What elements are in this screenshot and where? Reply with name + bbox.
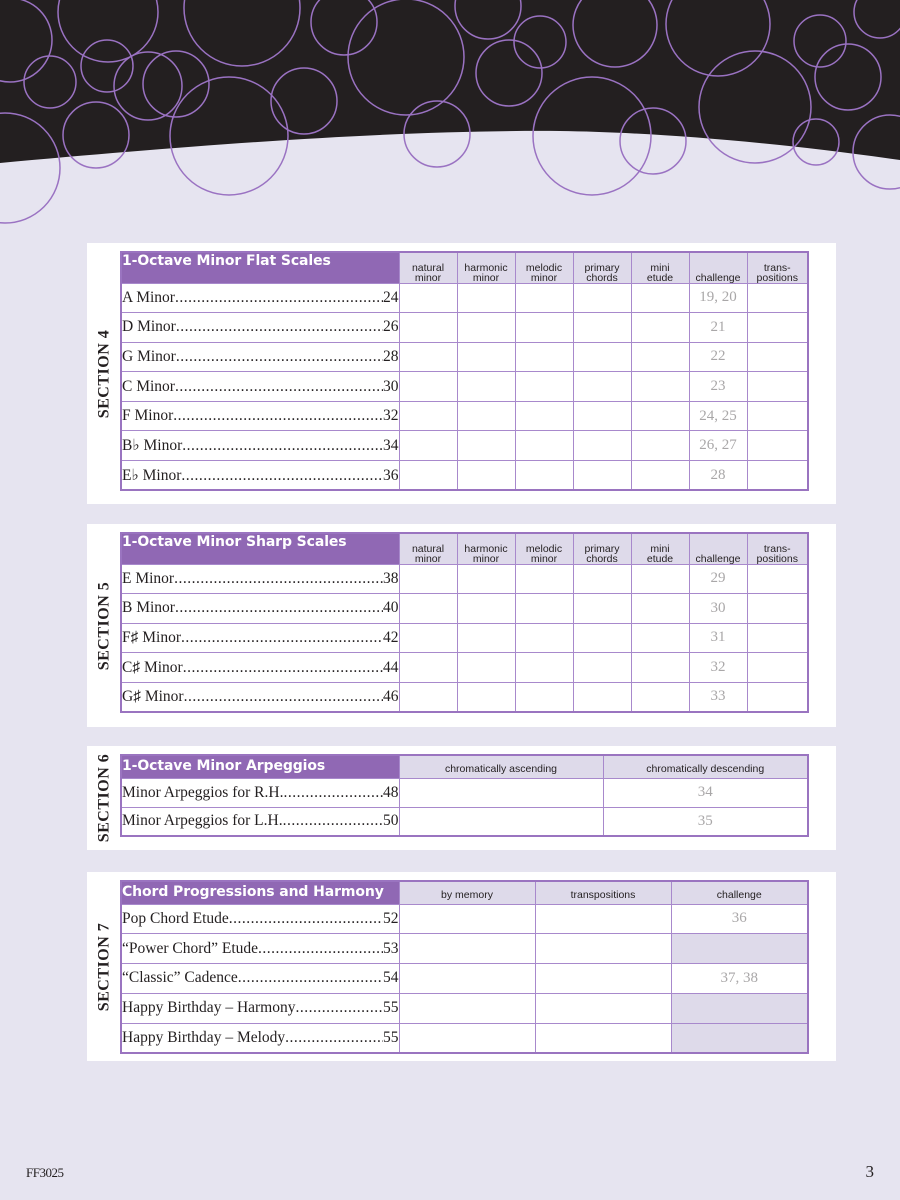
piece-name: G♯ Minor <box>122 687 184 705</box>
harmonic-minor-checkbox-cell[interactable] <box>457 594 515 624</box>
column-header-chromatically-descending: chromatically descending <box>603 755 808 778</box>
transpositions-checkbox-cell[interactable] <box>747 623 808 653</box>
transpositions-checkbox-cell[interactable] <box>747 372 808 402</box>
chromatically-ascending-checkbox-cell[interactable] <box>399 807 603 836</box>
table-row <box>121 807 808 836</box>
melodic-minor-checkbox-cell[interactable] <box>515 372 573 402</box>
page-ref: 36 <box>383 466 399 484</box>
leader-dots <box>175 289 383 307</box>
piece-name: D Minor <box>122 318 176 336</box>
table-title: 1-Octave Minor Sharp Scales <box>121 533 399 564</box>
mini-etude-checkbox-cell[interactable] <box>631 431 689 461</box>
by-memory-checkbox-cell[interactable] <box>399 964 535 994</box>
leader-dots <box>285 1029 383 1047</box>
column-header-challenge: challenge <box>689 252 747 283</box>
mini-etude-checkbox-cell[interactable] <box>631 594 689 624</box>
piece-name: Minor Arpeggios for L.H. <box>122 812 283 830</box>
table-row <box>121 594 808 624</box>
page-ref: 28 <box>383 347 399 365</box>
page-ref: 48 <box>383 783 399 801</box>
by-memory-checkbox-cell[interactable] <box>399 934 535 964</box>
column-header-natural-minor: natural minor <box>399 252 457 283</box>
piece-name: G Minor <box>122 347 176 365</box>
challenge-cell[interactable]: 19, 20 <box>689 283 747 313</box>
table-row <box>121 431 808 461</box>
transpositions-checkbox-cell[interactable] <box>535 1023 671 1053</box>
table-row <box>121 1023 808 1053</box>
challenge-cell <box>671 1023 808 1053</box>
transpositions-checkbox-cell[interactable] <box>747 431 808 461</box>
mini-etude-checkbox-cell[interactable] <box>631 372 689 402</box>
column-header-natural-minor: natural minor <box>399 533 457 564</box>
section-5-label <box>87 524 121 727</box>
section-label-text: SECTION 6 <box>95 753 112 843</box>
piece-name: Happy Birthday – Melody <box>122 1028 286 1046</box>
chromatically-descending-cell[interactable]: 34 <box>603 778 808 807</box>
row-title <box>121 342 399 372</box>
table-row <box>121 778 808 807</box>
page-ref: 46 <box>383 687 399 705</box>
primary-chords-checkbox-cell[interactable] <box>573 461 631 491</box>
row-title <box>121 807 399 836</box>
harmonic-minor-checkbox-cell[interactable] <box>457 653 515 683</box>
table-title: 1-Octave Minor Flat Scales <box>121 252 399 283</box>
section-4-panel <box>87 243 836 504</box>
minor-flat-scales-table <box>120 251 809 491</box>
chromatically-descending-cell[interactable]: 35 <box>603 807 808 836</box>
transpositions-checkbox-cell[interactable] <box>535 934 671 964</box>
table-row <box>121 993 808 1023</box>
page-ref: 32 <box>383 407 399 425</box>
page-ref: 44 <box>383 658 399 676</box>
by-memory-checkbox-cell[interactable] <box>399 1023 535 1053</box>
page-ref: 54 <box>383 969 399 987</box>
natural-minor-checkbox-cell[interactable] <box>399 594 457 624</box>
leader-dots <box>295 999 383 1017</box>
row-title <box>121 283 399 313</box>
harmonic-minor-checkbox-cell[interactable] <box>457 564 515 594</box>
table-row <box>121 964 808 994</box>
column-header-mini-etude: mini etude <box>631 533 689 564</box>
natural-minor-checkbox-cell[interactable] <box>399 283 457 313</box>
section-7-label <box>87 872 121 1061</box>
table-title: Chord Progressions and Harmony <box>121 881 399 904</box>
chord-progressions-table <box>120 880 809 1054</box>
transpositions-checkbox-cell[interactable] <box>747 682 808 712</box>
primary-chords-checkbox-cell[interactable] <box>573 342 631 372</box>
mini-etude-checkbox-cell[interactable] <box>631 401 689 431</box>
section-6-label <box>87 746 121 850</box>
table-row <box>121 904 808 934</box>
primary-chords-checkbox-cell[interactable] <box>573 401 631 431</box>
piece-name: C Minor <box>122 377 175 395</box>
harmonic-minor-checkbox-cell[interactable] <box>457 682 515 712</box>
primary-chords-checkbox-cell[interactable] <box>573 283 631 313</box>
page-ref: 34 <box>383 437 399 455</box>
page-ref: 55 <box>383 1028 399 1046</box>
natural-minor-checkbox-cell[interactable] <box>399 682 457 712</box>
row-title <box>121 934 399 964</box>
table-row <box>121 401 808 431</box>
column-header-transpositions: trans- positions <box>747 533 808 564</box>
piece-name: B Minor <box>122 599 175 617</box>
challenge-cell[interactable]: 23 <box>689 372 747 402</box>
page-ref: 30 <box>383 377 399 395</box>
column-header-transpositions: trans- positions <box>747 252 808 283</box>
melodic-minor-checkbox-cell[interactable] <box>515 682 573 712</box>
row-title <box>121 993 399 1023</box>
harmonic-minor-checkbox-cell[interactable] <box>457 313 515 343</box>
table-row <box>121 682 808 712</box>
page-ref: 26 <box>383 318 399 336</box>
challenge-cell[interactable]: 29 <box>689 564 747 594</box>
column-header-challenge: challenge <box>689 533 747 564</box>
primary-chords-checkbox-cell[interactable] <box>573 564 631 594</box>
piece-name: Minor Arpeggios for R.H. <box>122 783 284 801</box>
primary-chords-checkbox-cell[interactable] <box>573 313 631 343</box>
transpositions-checkbox-cell[interactable] <box>747 564 808 594</box>
challenge-cell <box>671 934 808 964</box>
column-header-transpositions: transpositions <box>535 881 671 904</box>
harmonic-minor-checkbox-cell[interactable] <box>457 461 515 491</box>
harmonic-minor-checkbox-cell[interactable] <box>457 431 515 461</box>
primary-chords-checkbox-cell[interactable] <box>573 431 631 461</box>
piece-name: Happy Birthday – Harmony <box>122 999 296 1017</box>
minor-arpeggios-table <box>120 754 809 837</box>
by-memory-checkbox-cell[interactable] <box>399 993 535 1023</box>
by-memory-checkbox-cell[interactable] <box>399 904 535 934</box>
melodic-minor-checkbox-cell[interactable] <box>515 401 573 431</box>
section-6-panel <box>87 746 836 850</box>
mini-etude-checkbox-cell[interactable] <box>631 653 689 683</box>
mini-etude-checkbox-cell[interactable] <box>631 461 689 491</box>
primary-chords-checkbox-cell[interactable] <box>573 653 631 683</box>
mini-etude-checkbox-cell[interactable] <box>631 342 689 372</box>
challenge-cell[interactable]: 30 <box>689 594 747 624</box>
decorative-bubble-banner <box>0 0 900 240</box>
page-ref: 52 <box>383 909 399 927</box>
page-number: 3 <box>865 1162 874 1181</box>
leader-dots <box>173 407 383 425</box>
natural-minor-checkbox-cell[interactable] <box>399 564 457 594</box>
row-title <box>121 461 399 491</box>
page-ref: 38 <box>383 569 399 587</box>
column-header-harmonic-minor: harmonic minor <box>457 252 515 283</box>
transpositions-checkbox-cell[interactable] <box>535 993 671 1023</box>
melodic-minor-checkbox-cell[interactable] <box>515 623 573 653</box>
leader-dots <box>283 812 383 830</box>
leader-dots <box>176 348 383 366</box>
page-ref: 50 <box>383 812 399 830</box>
leader-dots <box>176 318 383 336</box>
mini-etude-checkbox-cell[interactable] <box>631 564 689 594</box>
row-title <box>121 564 399 594</box>
transpositions-checkbox-cell[interactable] <box>747 594 808 624</box>
melodic-minor-checkbox-cell[interactable] <box>515 313 573 343</box>
row-title <box>121 778 399 807</box>
piece-name: B♭ Minor <box>122 437 183 455</box>
challenge-cell[interactable]: 28 <box>689 461 747 491</box>
natural-minor-checkbox-cell[interactable] <box>399 653 457 683</box>
natural-minor-checkbox-cell[interactable] <box>399 372 457 402</box>
natural-minor-checkbox-cell[interactable] <box>399 461 457 491</box>
minor-sharp-scales-table <box>120 532 809 713</box>
primary-chords-checkbox-cell[interactable] <box>573 372 631 402</box>
mini-etude-checkbox-cell[interactable] <box>631 313 689 343</box>
column-header-challenge: challenge <box>671 881 808 904</box>
page-ref: 24 <box>383 288 399 306</box>
challenge-cell[interactable]: 31 <box>689 623 747 653</box>
leader-dots <box>174 570 383 588</box>
piece-name: F Minor <box>122 407 174 425</box>
challenge-cell[interactable]: 36 <box>671 904 808 934</box>
leader-dots <box>183 659 383 677</box>
harmonic-minor-checkbox-cell[interactable] <box>457 401 515 431</box>
table-row <box>121 283 808 313</box>
mini-etude-checkbox-cell[interactable] <box>631 623 689 653</box>
melodic-minor-checkbox-cell[interactable] <box>515 653 573 683</box>
natural-minor-checkbox-cell[interactable] <box>399 342 457 372</box>
leader-dots <box>238 969 383 987</box>
natural-minor-checkbox-cell[interactable] <box>399 313 457 343</box>
table-row <box>121 934 808 964</box>
melodic-minor-checkbox-cell[interactable] <box>515 564 573 594</box>
primary-chords-checkbox-cell[interactable] <box>573 682 631 712</box>
leader-dots <box>229 910 383 928</box>
piece-name: Pop Chord Etude <box>122 909 229 927</box>
challenge-cell <box>671 993 808 1023</box>
table-row <box>121 372 808 402</box>
table-row <box>121 342 808 372</box>
piece-name: “Power Chord” Etude <box>122 939 259 957</box>
harmonic-minor-checkbox-cell[interactable] <box>457 623 515 653</box>
challenge-cell[interactable]: 37, 38 <box>671 964 808 994</box>
leader-dots <box>175 599 383 617</box>
transpositions-checkbox-cell[interactable] <box>747 283 808 313</box>
piece-name: F♯ Minor <box>122 628 181 646</box>
column-header-chromatically-ascending: chromatically ascending <box>399 755 603 778</box>
page-ref: 40 <box>383 599 399 617</box>
challenge-cell[interactable]: 26, 27 <box>689 431 747 461</box>
harmonic-minor-checkbox-cell[interactable] <box>457 372 515 402</box>
melodic-minor-checkbox-cell[interactable] <box>515 461 573 491</box>
piece-name: “Classic” Cadence <box>122 969 238 987</box>
leader-dots <box>181 629 383 647</box>
row-title <box>121 623 399 653</box>
challenge-cell[interactable]: 24, 25 <box>689 401 747 431</box>
transpositions-checkbox-cell[interactable] <box>535 904 671 934</box>
section-5-panel <box>87 524 836 727</box>
section-label-text: SECTION 7 <box>95 922 112 1011</box>
transpositions-checkbox-cell[interactable] <box>747 313 808 343</box>
catalog-code: FF3025 <box>26 1165 64 1180</box>
transpositions-checkbox-cell[interactable] <box>535 964 671 994</box>
table-row <box>121 653 808 683</box>
leader-dots <box>181 467 383 485</box>
column-header-melodic-minor: melodic minor <box>515 252 573 283</box>
primary-chords-checkbox-cell[interactable] <box>573 623 631 653</box>
column-header-primary-chords: primary chords <box>573 533 631 564</box>
transpositions-checkbox-cell[interactable] <box>747 461 808 491</box>
column-header-by-memory: by memory <box>399 881 535 904</box>
mini-etude-checkbox-cell[interactable] <box>631 682 689 712</box>
page-ref: 42 <box>383 628 399 646</box>
row-title <box>121 904 399 934</box>
transpositions-checkbox-cell[interactable] <box>747 653 808 683</box>
table-row <box>121 564 808 594</box>
column-header-mini-etude: mini etude <box>631 252 689 283</box>
natural-minor-checkbox-cell[interactable] <box>399 623 457 653</box>
leader-dots <box>175 378 383 396</box>
transpositions-checkbox-cell[interactable] <box>747 342 808 372</box>
leader-dots <box>182 437 383 455</box>
row-title <box>121 372 399 402</box>
piece-name: E♭ Minor <box>122 466 182 484</box>
page-ref: 53 <box>383 939 399 957</box>
table-title: 1-Octave Minor Arpeggios <box>121 755 399 778</box>
leader-dots <box>258 940 383 958</box>
primary-chords-checkbox-cell[interactable] <box>573 594 631 624</box>
table-row <box>121 461 808 491</box>
section-label-text: SECTION 5 <box>95 581 112 670</box>
challenge-cell[interactable]: 32 <box>689 653 747 683</box>
leader-dots <box>283 784 383 802</box>
melodic-minor-checkbox-cell[interactable] <box>515 342 573 372</box>
challenge-cell[interactable]: 33 <box>689 682 747 712</box>
row-title <box>121 964 399 994</box>
transpositions-checkbox-cell[interactable] <box>747 401 808 431</box>
row-title <box>121 682 399 712</box>
mini-etude-checkbox-cell[interactable] <box>631 283 689 313</box>
melodic-minor-checkbox-cell[interactable] <box>515 594 573 624</box>
section-7-panel <box>87 872 836 1061</box>
harmonic-minor-checkbox-cell[interactable] <box>457 283 515 313</box>
leader-dots <box>184 688 383 706</box>
row-title <box>121 1023 399 1053</box>
piece-name: A Minor <box>122 288 175 306</box>
table-row <box>121 313 808 343</box>
natural-minor-checkbox-cell[interactable] <box>399 431 457 461</box>
melodic-minor-checkbox-cell[interactable] <box>515 431 573 461</box>
piece-name: E Minor <box>122 569 175 587</box>
challenge-cell[interactable]: 21 <box>689 313 747 343</box>
column-header-primary-chords: primary chords <box>573 252 631 283</box>
section-label-text: SECTION 4 <box>95 329 112 418</box>
section-4-label <box>87 243 121 504</box>
row-title <box>121 653 399 683</box>
row-title <box>121 401 399 431</box>
harmonic-minor-checkbox-cell[interactable] <box>457 342 515 372</box>
page-ref: 55 <box>383 999 399 1017</box>
challenge-cell[interactable]: 22 <box>689 342 747 372</box>
natural-minor-checkbox-cell[interactable] <box>399 401 457 431</box>
column-header-melodic-minor: melodic minor <box>515 533 573 564</box>
row-title <box>121 594 399 624</box>
piece-name: C♯ Minor <box>122 658 183 676</box>
row-title <box>121 313 399 343</box>
chromatically-ascending-checkbox-cell[interactable] <box>399 778 603 807</box>
column-header-harmonic-minor: harmonic minor <box>457 533 515 564</box>
table-row <box>121 623 808 653</box>
row-title <box>121 431 399 461</box>
melodic-minor-checkbox-cell[interactable] <box>515 283 573 313</box>
